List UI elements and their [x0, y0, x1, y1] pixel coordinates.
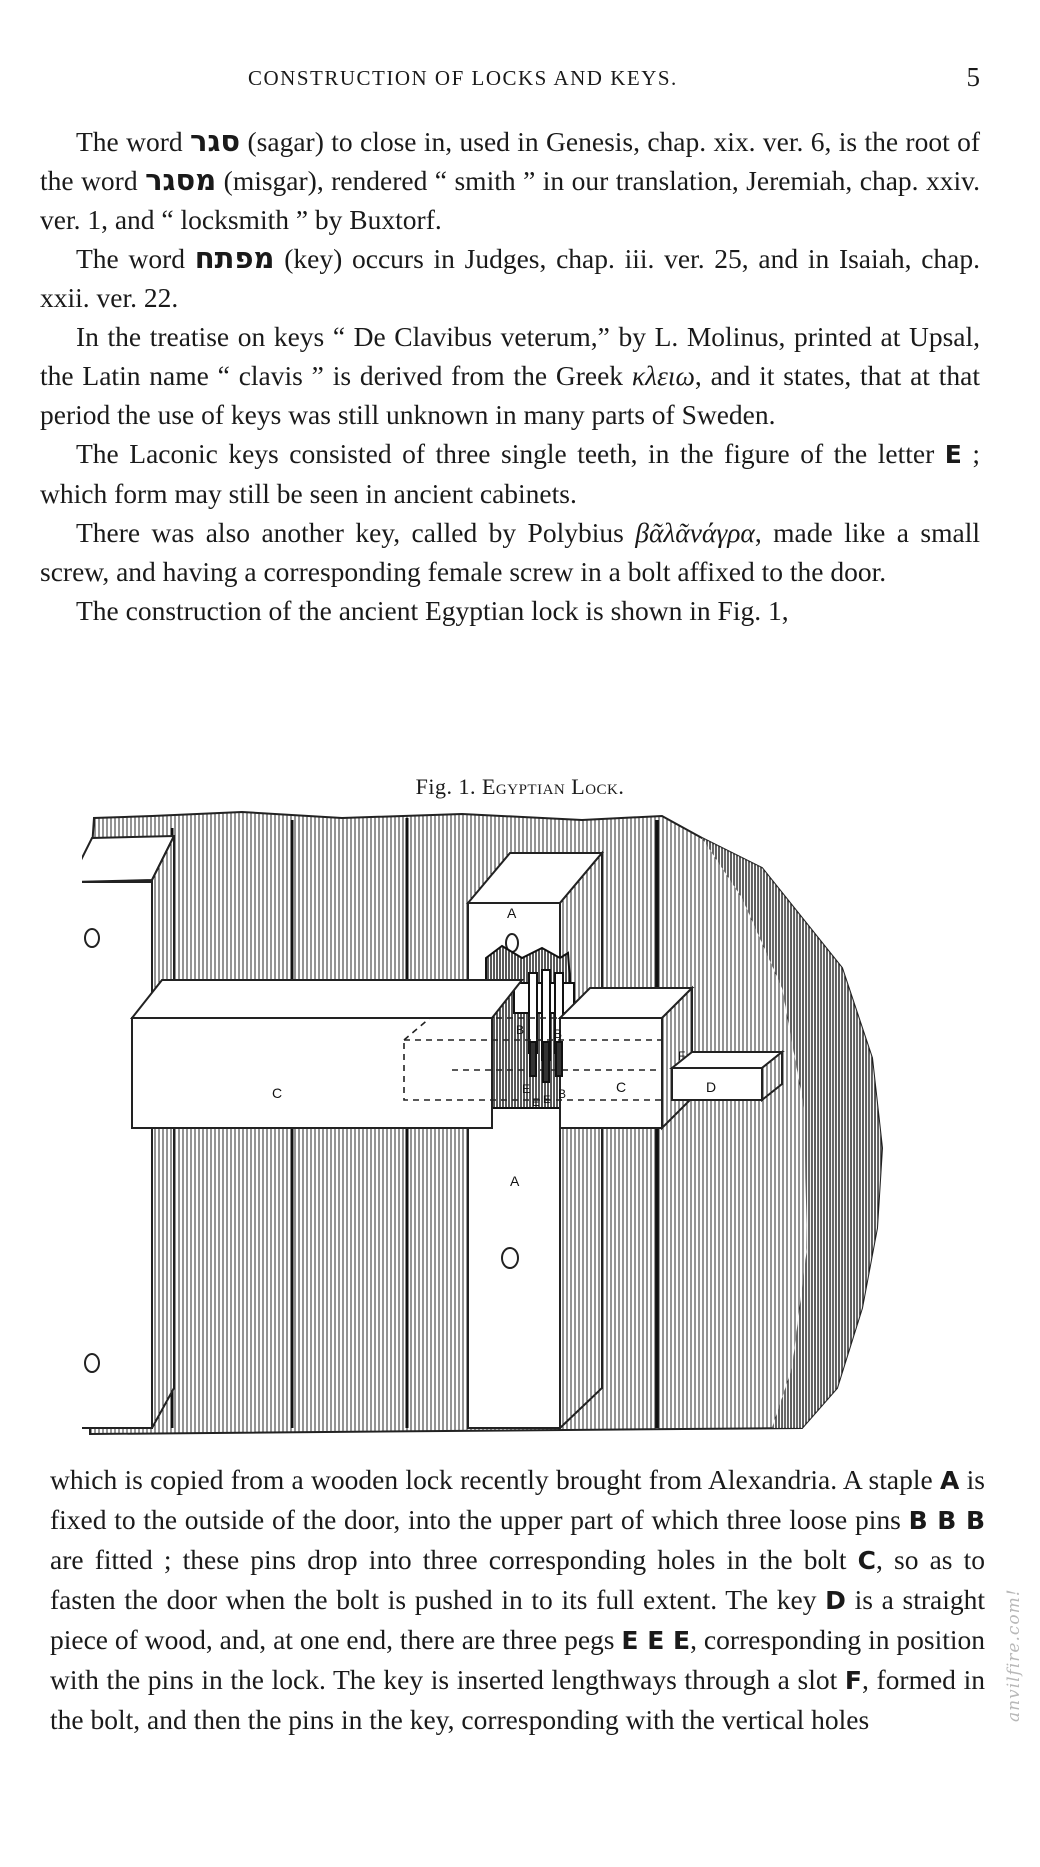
running-title: CONSTRUCTION OF LOCKS AND KEYS.: [248, 66, 678, 90]
label-b3: B: [558, 1087, 567, 1101]
figure-caption: [0, 774, 1040, 800]
text-span: , formed in the bolt, and then the pins in the key, corresponding with the vertical holes: [50, 1664, 985, 1735]
text-span: , corresponding in position with the pins in the lock. The key is inserted lengthways through a slot: [50, 1624, 985, 1695]
letter-d: D: [825, 1586, 846, 1615]
text-span: , and it states, that at that period the use of keys was still unknown in many parts of Sweden.: [40, 360, 981, 430]
bolt-c: [132, 980, 692, 1128]
key-d: [672, 1052, 782, 1100]
text-span: (misgar), rendered “ smith ” in our translation, Jeremiah, chap. xxiv. ver. 1, and “ locksmith ” by Buxtorf.: [40, 165, 980, 235]
text-span: ; which form may still be seen in ancient cabinets.: [40, 438, 980, 509]
body-text-bottom: [50, 1460, 985, 1739]
label-c-left: C: [272, 1085, 283, 1101]
body-text-top: [40, 122, 980, 630]
hebrew-word-sagar: סגר: [190, 124, 241, 158]
egyptian-lock-figure: [82, 808, 942, 1448]
left-post: [82, 836, 174, 1428]
label-b1: B: [516, 1023, 525, 1037]
page-number: 5: [966, 62, 980, 92]
text-span: The Laconic keys consisted of three single teeth, in the figure of the letter: [76, 438, 945, 469]
letter-a: A: [939, 1466, 960, 1495]
label-a-top: A: [507, 905, 517, 921]
letter-f: F: [844, 1666, 862, 1695]
text-span: which is copied from a wooden lock recently brought from Alexandria. A staple: [50, 1464, 940, 1495]
text-span: , so as to fasten the door when the bolt is pushed in to its full extent. The key: [50, 1544, 986, 1615]
pegs-e: [530, 1042, 562, 1082]
paragraph-6: The construction of the ancient Egyptian lock is shown in Fig. 1,: [76, 595, 789, 626]
greek-word-balanagra: βᾶλᾶνάγρα: [635, 517, 755, 548]
paragraph-4: [40, 434, 980, 513]
label-f: F: [678, 1049, 686, 1063]
hebrew-word-key: מפתח: [194, 241, 275, 275]
running-header: [0, 62, 1040, 96]
letters-bbb: B B B: [908, 1506, 986, 1535]
caption-title: Egyptian Lock.: [481, 774, 625, 799]
letters-eee: E E E: [621, 1626, 691, 1655]
watermark: anvilfire.com!: [1004, 1588, 1024, 1722]
text-span: The word: [76, 126, 191, 157]
text-span: (sagar) to close in, used in Genesis, chap. xix. ver. 6, is the root of the word: [40, 126, 980, 196]
paragraph-3: [40, 317, 980, 434]
label-b2: B: [554, 1027, 563, 1041]
text-span: , made like a small screw, and having a corresponding female screw in a bolt affixed to the door.: [40, 517, 980, 587]
hebrew-word-misgar: מסגר: [145, 163, 217, 197]
label-e1: E: [522, 1082, 531, 1096]
continuation-paragraph: [50, 1460, 985, 1739]
label-c-right: C: [616, 1079, 627, 1095]
text-span: is fixed to the outside of the door, into the upper part of which three loose pins: [50, 1464, 985, 1535]
text-span: There was also another key, called by Polybius: [76, 517, 636, 548]
caption-prefix: Fig. 1.: [415, 774, 482, 799]
text-span: In the treatise on keys “ De Clavibus veterum,” by L. Molinus, printed at Upsal, the Latin name “ clavis ” is derived from the Greek: [40, 321, 980, 391]
label-e3: E: [543, 1094, 551, 1106]
text-span: are fitted ; these pins drop into three corresponding holes in the bolt: [50, 1544, 858, 1575]
greek-word-kleio: κλειω: [631, 360, 695, 391]
paragraph-5: [40, 513, 980, 591]
letter-c: C: [857, 1546, 876, 1575]
text-span: (key) occurs in Judges, chap. iii. ver. 25, and in Isaiah, chap. xxii. ver. 22.: [40, 243, 980, 313]
letter-e: E: [944, 440, 962, 469]
paragraph-1: [40, 122, 980, 239]
text-span: The word: [76, 243, 195, 274]
staple-a: [468, 853, 602, 1428]
label-e2: E: [532, 1097, 540, 1109]
paragraph-2: [40, 239, 980, 317]
label-a-bottom: A: [510, 1173, 520, 1189]
text-span: is a straight piece of wood, and, at one end, there are three pegs: [50, 1584, 985, 1655]
label-d: D: [706, 1079, 717, 1095]
